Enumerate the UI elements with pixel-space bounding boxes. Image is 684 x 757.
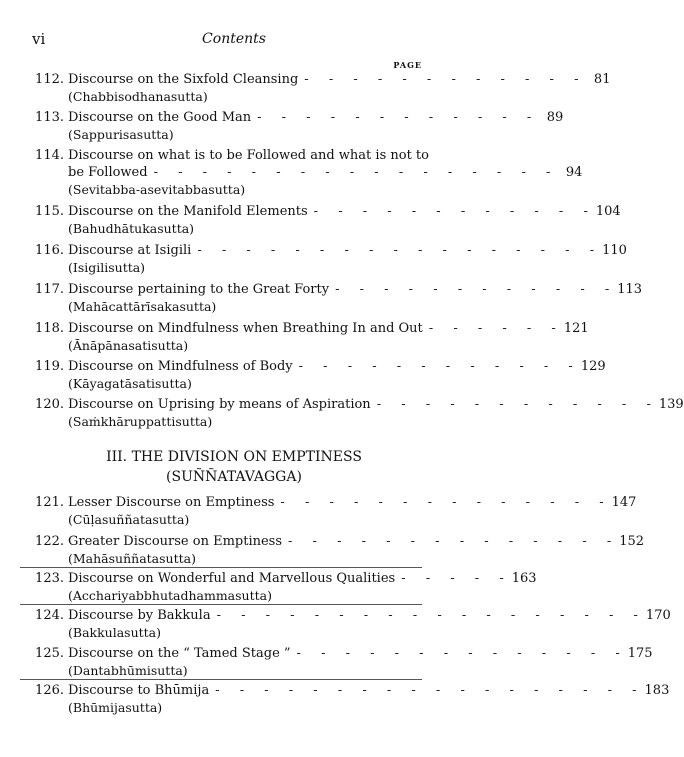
entry-number: 114.	[35, 148, 64, 163]
entry-number: 112.	[35, 72, 64, 87]
entry-page: 104	[595, 204, 621, 219]
entry-pali-title: (Kāyagatāsatisutta)	[68, 376, 192, 391]
entry-pali-title: (Sappurisasutta)	[68, 127, 174, 142]
entry-number: 125.	[35, 646, 64, 661]
dot-leader: - - - - - - - - - - - - - -	[288, 534, 620, 549]
entry-title: Discourse on Mindfulness when Breathing In and Out	[68, 321, 423, 336]
entry-pali-title: (Bhūmijasutta)	[68, 700, 163, 715]
entry-pali-title: (Sevitabba-asevitabbasutta)	[68, 182, 246, 197]
entry-pali-title: (Mahāsuññatasutta)	[68, 551, 196, 566]
toc-entry-120	[20, 396, 684, 430]
entry-page: 129	[580, 359, 606, 374]
toc-entry-114	[20, 147, 583, 198]
entry-page: 139	[658, 397, 684, 412]
entry-number: 122.	[35, 534, 64, 549]
entry-number: 121.	[35, 495, 64, 510]
dot-leader: - - - - - - - - - - - -	[313, 204, 596, 219]
dot-leader: - - - - - - - - - - - -	[257, 110, 540, 125]
dot-leader: - - - - - - - - - - - -	[298, 359, 581, 374]
divider-line	[20, 679, 422, 680]
entry-page: 183	[644, 683, 670, 698]
entry-page: 121	[563, 321, 589, 336]
entry-page: 170	[645, 608, 671, 623]
entry-title: Discourse to Bhūmija	[68, 683, 210, 698]
entry-pali-title: (Ānāpānasatisutta)	[68, 338, 189, 353]
toc-entry-115	[20, 203, 621, 237]
divider-line	[20, 604, 422, 605]
entry-title: Lesser Discourse on Emptiness	[68, 495, 275, 510]
entry-number: 117.	[35, 282, 64, 297]
entry-title: Discourse on the Sixfold Cleansing	[68, 72, 299, 87]
entry-pali-title: (Bahudhātukasutta)	[68, 221, 195, 236]
entry-number: 118.	[35, 321, 64, 336]
toc-entry-112	[20, 71, 611, 105]
toc-entry-113	[20, 109, 564, 143]
toc-entry-125	[20, 645, 653, 679]
entry-page: 110	[602, 243, 627, 258]
dot-leader: - - - - - - - - - - - - - - - - - -	[215, 683, 645, 698]
toc-entry-118	[20, 320, 589, 354]
dot-leader: - - - - - - - - - - - - - - - - - -	[216, 608, 646, 623]
page-column-label: PAGE	[393, 60, 422, 70]
dot-leader: - - - - - - - - - - - -	[304, 72, 587, 87]
entry-pali-title: (Mahācattārīsakasutta)	[68, 299, 217, 314]
entry-page: 113	[617, 282, 643, 297]
entry-pali-title: (Bakkulasutta)	[68, 625, 162, 640]
entry-number: 115.	[35, 204, 64, 219]
entry-number: 124.	[35, 608, 64, 623]
dot-leader: - - - - - - - - - - - - - -	[280, 495, 612, 510]
toc-entry-121	[20, 494, 637, 528]
toc-entry-116	[20, 242, 627, 276]
entry-title: Discourse on the Manifold Elements	[68, 204, 308, 219]
entry-pali-title: (Cūḷasuññatasutta)	[68, 512, 190, 527]
entry-title: Discourse on Mindfulness of Body	[68, 359, 293, 374]
entry-title: Discourse on Wonderful and Marvellous Qualities	[68, 571, 396, 586]
dot-leader: - - - - - - - - - - - -	[335, 282, 618, 297]
page-title: Contents	[202, 31, 266, 47]
entry-title: Discourse on what is to be Followed and what is not to	[68, 148, 429, 163]
toc-entry-126	[20, 682, 670, 716]
dot-leader: - - - - - - - - - - - - - -	[296, 646, 628, 661]
entry-number: 123.	[35, 571, 64, 586]
entry-page: 175	[627, 646, 653, 661]
entry-number: 120.	[35, 397, 64, 412]
entry-page: 89	[546, 110, 564, 125]
entry-title: Discourse on the “ Tamed Stage ”	[68, 646, 291, 661]
entry-page: 152	[619, 534, 645, 549]
toc-entry-117	[20, 281, 643, 315]
entry-page: 163	[511, 571, 537, 586]
entry-number: 126.	[35, 683, 64, 698]
toc-entry-119	[20, 358, 606, 392]
entry-number: 119.	[35, 359, 64, 374]
toc-entry-123	[20, 570, 537, 604]
entry-pali-title: (Isigilisutta)	[68, 260, 146, 275]
dot-leader: - - - - - - - - - - - -	[376, 397, 659, 412]
entry-page: 81	[593, 72, 611, 87]
dot-leader: - - - - - -	[428, 321, 564, 336]
section-subtitle: (SUÑÑATAVAGGA)	[166, 469, 302, 485]
entry-title: Discourse on Uprising by means of Aspiration	[68, 397, 371, 412]
entry-pali-title: (Saṁkhāruppattisutta)	[68, 414, 213, 429]
section-heading	[0, 447, 468, 487]
entry-title: Discourse on the Good Man	[68, 110, 252, 125]
entry-page: 147	[611, 495, 637, 510]
divider-line	[20, 567, 422, 568]
page-number-roman: vi	[32, 30, 46, 48]
dot-leader: - - - - -	[401, 571, 512, 586]
entry-number: 116.	[35, 243, 64, 258]
entry-number: 113.	[35, 110, 64, 125]
dot-leader: - - - - - - - - - - - - - - - - -	[197, 243, 603, 258]
entry-title-continued: be Followed	[68, 165, 148, 180]
entry-title: Discourse at Isigili	[68, 243, 192, 258]
entry-pali-title: (Acchariyabbhutadhammasutta)	[68, 588, 272, 603]
entry-title: Greater Discourse on Emptiness	[68, 534, 283, 549]
toc-entry-124	[20, 607, 671, 641]
toc-entry-122	[20, 533, 645, 567]
entry-page: 94	[565, 165, 583, 180]
entry-pali-title: (Chabbisodhanasutta)	[68, 89, 208, 104]
entry-title: Discourse pertaining to the Great Forty	[68, 282, 330, 297]
dot-leader: - - - - - - - - - - - - - - - - -	[153, 165, 559, 180]
entry-title: Discourse by Bakkula	[68, 608, 211, 623]
entry-pali-title: (Dantabhūmisutta)	[68, 663, 188, 678]
section-title: III. THE DIVISION ON EMPTINESS	[106, 449, 362, 465]
